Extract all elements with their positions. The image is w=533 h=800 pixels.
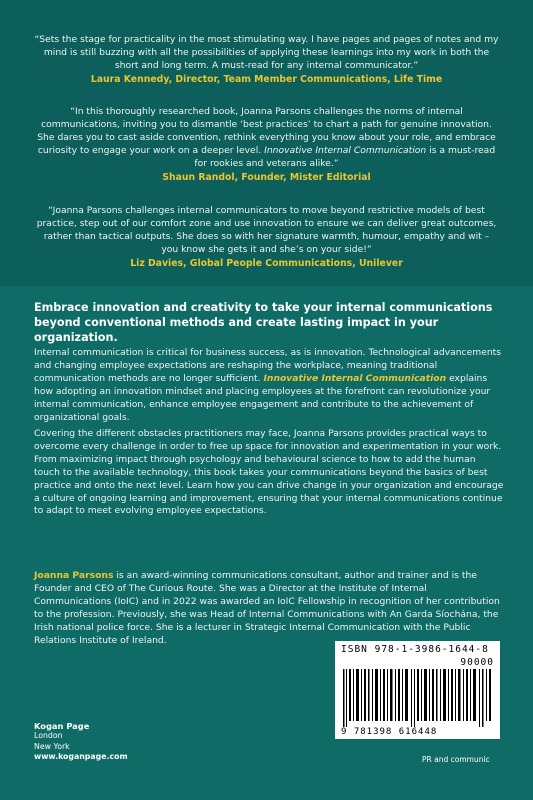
ean-number: 9 781398 616448 — [341, 727, 438, 737]
isbn-number: ISBN 978-1-3986-1644-8 — [341, 644, 489, 655]
paragraph-text: explains how adopting an innovation mindset and placing employees at the forefront can revolutionize your internal communication, enhance employee engagement and contribute to the achievement of organizational goals. — [34, 372, 491, 423]
review-attribution: Laura Kennedy, Director, Team Member Communications, Life Time — [90, 73, 443, 85]
review-text: “In this thoroughly researched book, Joanna Parsons challenges the norms of internal communications, inviting you to dismantle ‘best practices’ to chart a path for genuine innovation. She dares you to cast aside convention, rethink everything you know about your role, and embrace curiosity to engage your work on a deeper level. — [37, 106, 496, 156]
isbn-barcode — [335, 641, 500, 739]
photo-credit: PR and communic — [422, 755, 490, 764]
paragraph-text: Internal communication is critical for business success, as is innovation. Technological advancements and changing employee expectations are reshaping the workplace, meaning traditional communication methods are no longer sufficient. — [34, 347, 502, 384]
publisher-website: www.koganpage.com — [34, 752, 128, 762]
book-title: Innovative Internal Communication — [263, 372, 447, 384]
review-quote — [34, 106, 499, 184]
review-text: is a must-read for rookies and veterans alike.” — [194, 144, 496, 169]
review-attribution: Liz Davies, Global People Communications, Unilever — [130, 257, 403, 269]
publisher-city: New York — [34, 741, 70, 751]
lead-statement: Embrace innovation and creativity to take your internal communications beyond conventional methods and create lasting impact in your organization. — [34, 301, 493, 344]
review-text: “Sets the stage for practicality in the most stimulating way. I have pages and pages of notes and my mind is still buzzing with all the possibilities of applying these learnings into my work in both the short and long term. A must-read for any internal communicator.” — [34, 34, 499, 71]
description-paragraph: Covering the different obstacles practitioners may face, Joanna Parsons provides practical ways to overcome every challenge in order to free up space for innovation and experimentation in your work. From maximizing impact through psychology and behavioural science to how to add the human touch to the available technology, this book takes your communications beyond the basics of best practice and onto the next level. Learn how you can drive change in your organization and encourage a culture of ongoing learning and improvement, ensuring that your internal communications continue to adapt to meet evolving employee expectations. — [34, 428, 504, 517]
price-code: 90000 — [460, 657, 494, 668]
publisher-name: Kogan Page — [34, 721, 90, 731]
publisher-block — [34, 721, 128, 763]
description-paragraph — [34, 347, 504, 424]
book-title: Innovative Internal Communication — [264, 144, 427, 156]
barcode-bars — [341, 669, 494, 727]
review-quote — [34, 34, 499, 86]
review-quote — [34, 205, 499, 270]
publisher-city: London — [34, 731, 63, 741]
author-name: Joanna Parsons — [34, 570, 114, 581]
author-bio — [34, 570, 504, 647]
review-text: “Joanna Parsons challenges internal communicators to move beyond restrictive models of best practice, step out of our comfort zone and use innovation to ensure we can deliver great outcomes, rather than tactical outputs. She does so with her signature warmth, humour, empathy and wit – you know she gets it and she’s on your side!” — [36, 205, 497, 255]
review-attribution: Shaun Randol, Founder, Mister Editorial — [162, 171, 371, 183]
author-bio-text: is an award-winning communications consultant, author and trainer and is the Founder and CEO of The Curious Route. She was a Director at the Institute of Internal Communications (IoIC) and in 2022 was awarded an IoIC Fellowship in recognition of her contribution to the profession. Previously, she was Head of Internal Communications with An Garda Síochána, the Irish national police force. She is a lecturer in Strategic Internal Communication with the Public Relations Institute of Ireland. — [34, 570, 500, 646]
